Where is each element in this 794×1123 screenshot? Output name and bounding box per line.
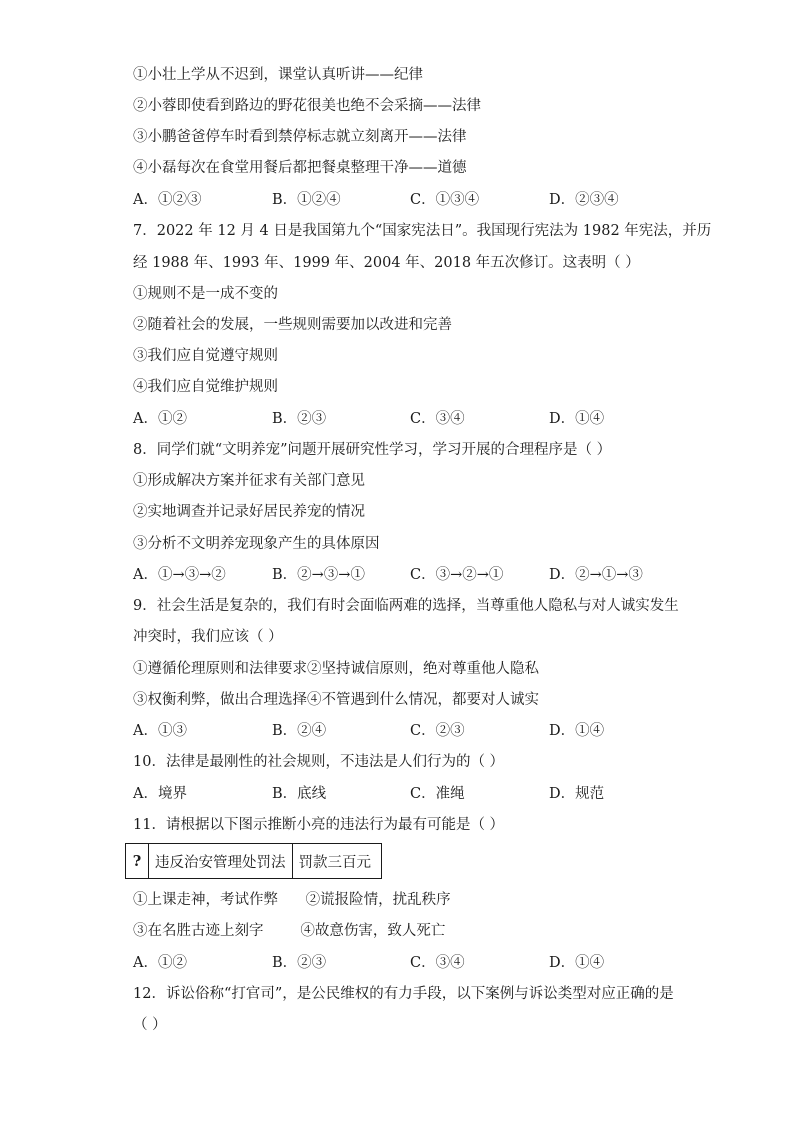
q8-option-c[interactable]: C．③→②→① <box>410 567 504 583</box>
q11-option-c[interactable]: C．③④ <box>410 955 465 971</box>
q7-stem-line-1: 7．2022 年 12 月 4 日是我国第九个“国家宪法日”。我国现行宪法为 1982 年宪法，并历 <box>133 223 712 239</box>
q6-option-d[interactable]: D．②③④ <box>549 192 619 208</box>
q7-option-a[interactable]: A．①② <box>133 411 187 427</box>
q6-option-a[interactable]: A．①②③ <box>133 192 202 208</box>
q6-item-1: ①小壮上学从不迟到，课堂认真听讲——纪律 <box>133 67 423 83</box>
q9-stem-line-2: 冲突时，我们应该（ ） <box>133 629 283 645</box>
q7-option-b[interactable]: B．②③ <box>272 411 327 427</box>
q7-item-4: ④我们应自觉维护规则 <box>133 379 278 395</box>
q8-item-3: ③分析不文明养宠现象产生的具体原因 <box>133 536 380 552</box>
q10-option-c[interactable]: C．准绳 <box>410 786 465 802</box>
q11-diagram-table <box>125 843 382 879</box>
q7-item-2: ②随着社会的发展，一些规则需要加以改进和完善 <box>133 317 452 333</box>
q10-option-d[interactable]: D．规范 <box>549 786 605 802</box>
q8-option-d[interactable]: D．②→①→③ <box>549 567 643 583</box>
q11-option-d[interactable]: D．①④ <box>549 955 605 971</box>
q11-item-line-2: ③在名胜古迹上刻字 ④故意伤害，致人死亡 <box>133 923 446 939</box>
q6-item-3: ③小鹏爸爸停车时看到禁停标志就立刻离开——法律 <box>133 129 467 145</box>
q7-item-1: ①规则不是一成不变的 <box>133 286 278 302</box>
q12-stem-line-2: （ ） <box>133 1017 167 1033</box>
q9-item-1: ①遵循伦理原则和法律要求②坚持诚信原则，绝对尊重他人隐私 <box>133 661 539 677</box>
q11-stem: 11．请根据以下图示推断小亮的违法行为最有可能是（ ） <box>133 817 505 833</box>
q9-item-2: ③权衡利弊，做出合理选择④不管遇到什么情况，都要对人诚实 <box>133 692 539 708</box>
q8-option-b[interactable]: B．②→③→① <box>272 567 365 583</box>
q12-stem-line-1: 12．诉讼俗称“打官司”，是公民维权的有力手段，以下案例与诉讼类型对应正确的是 <box>133 986 674 1002</box>
q9-stem-line-1: 9．社会生活是复杂的，我们有时会面临两难的选择，当尊重他人隐私与对人诚实发生 <box>133 598 679 614</box>
q11-option-a[interactable]: A．①② <box>133 955 187 971</box>
q7-option-d[interactable]: D．①④ <box>549 411 605 427</box>
q9-option-a[interactable]: A．①③ <box>133 723 187 739</box>
q11-option-b[interactable]: B．②③ <box>272 955 327 971</box>
q7-option-c[interactable]: C．③④ <box>410 411 465 427</box>
q10-stem: 10．法律是最刚性的社会规则，不违法是人们行为的（ ） <box>133 754 505 770</box>
q6-item-2: ②小蓉即使看到路边的野花很美也绝不会采摘——法律 <box>133 98 481 114</box>
q10-option-a[interactable]: A．境界 <box>133 786 187 802</box>
q9-option-c[interactable]: C．②③ <box>410 723 465 739</box>
q8-item-1: ①形成解决方案并征求有关部门意见 <box>133 473 365 489</box>
q6-option-b[interactable]: B．①②④ <box>272 192 341 208</box>
q11-item-line-1: ①上课走神，考试作弊 ②谎报险情，扰乱秩序 <box>133 892 451 908</box>
q6-item-4: ④小磊每次在食堂用餐后都把餐桌整理干净——道德 <box>133 160 467 176</box>
q9-option-d[interactable]: D．①④ <box>549 723 605 739</box>
q6-option-c[interactable]: C．①③④ <box>410 192 480 208</box>
q10-option-b[interactable]: B．底线 <box>272 786 327 802</box>
q7-stem-line-2: 经 1988 年、1993 年、1999 年、2004 年、2018 年五次修订。这表明（ ） <box>133 255 640 271</box>
q8-stem: 8．同学们就“文明养宠”问题开展研究性学习，学习开展的合理程序是（ ） <box>133 442 612 458</box>
q9-option-b[interactable]: B．②④ <box>272 723 327 739</box>
q8-item-2: ②实地调查并记录好居民养宠的情况 <box>133 504 365 520</box>
q11-table-penalty-cell: 罚款三百元 <box>292 844 381 879</box>
q11-table-unknown-cell: ? <box>126 844 149 879</box>
q7-item-3: ③我们应自觉遵守规则 <box>133 348 278 364</box>
q8-option-a[interactable]: A．①→③→② <box>133 567 226 583</box>
q11-table-law-cell: 违反治安管理处罚法 <box>149 844 293 879</box>
